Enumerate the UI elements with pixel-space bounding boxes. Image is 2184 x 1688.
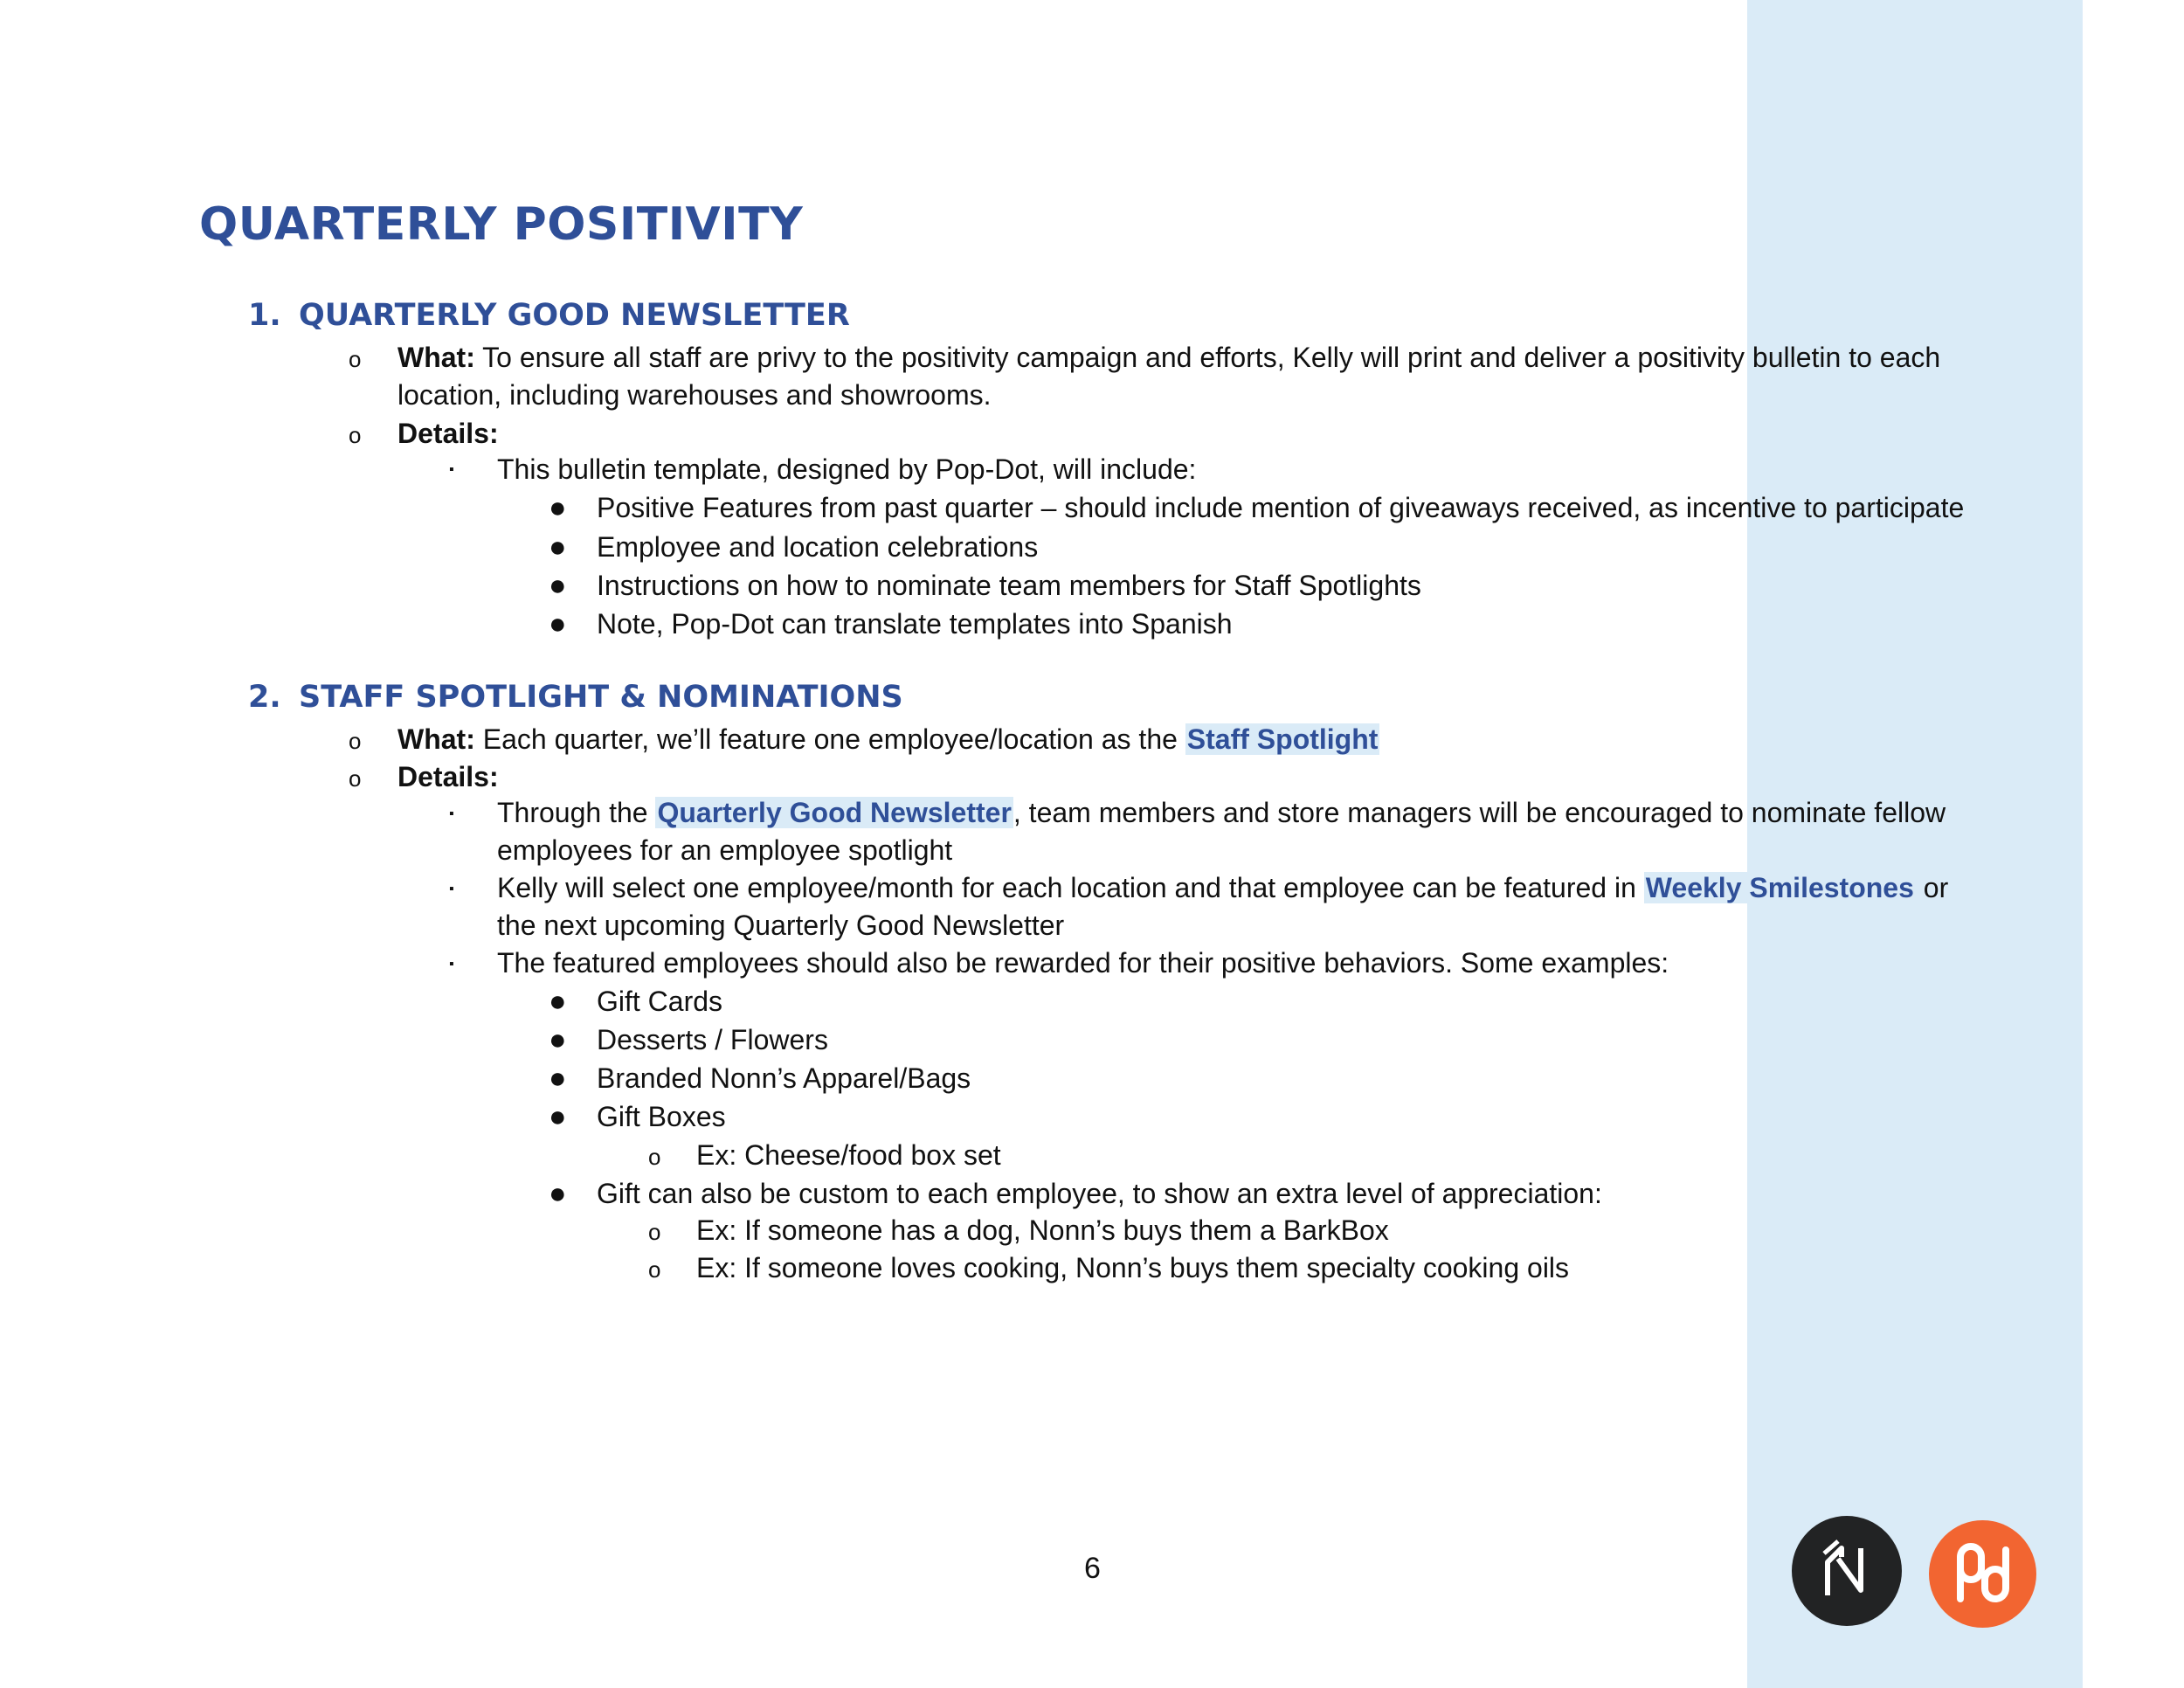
section-title: STAFF SPOTLIGHT & NOMINATIONS: [299, 680, 903, 715]
section-number: 1.: [248, 298, 281, 333]
list-item: Employee and location celebrations: [597, 531, 1039, 563]
what-label: What:: [397, 723, 475, 755]
hollow-bullet-icon: o: [349, 765, 362, 792]
detail-item: Through the Quarterly Good Newsletter, team members and store managers will be encouraged to nominate fellow: [497, 797, 1946, 828]
dot-bullet-icon: ●: [549, 1023, 567, 1056]
what-line: [397, 340, 1940, 375]
list-item: Note, Pop-Dot can translate templates into Spanish: [597, 608, 1233, 640]
square-bullet-icon: ▪: [449, 806, 454, 821]
dot-bullet-icon: ●: [549, 1062, 567, 1095]
hollow-bullet-icon: o: [349, 346, 362, 372]
sub-list-item: Ex: If someone loves cooking, Nonn’s buys them specialty cooking oils: [696, 1252, 1570, 1283]
detail-item: Kelly will select one employee/month for each location and that employee can be featured in Weekly Smilestones or: [497, 872, 1949, 903]
sub-list-item: Ex: Cheese/food box set: [696, 1139, 1001, 1171]
dot-bullet-icon: ●: [549, 1177, 567, 1210]
detail-item-continued: the next upcoming Quarterly Good Newsletter: [497, 910, 1065, 941]
list-item: Gift can also be custom to each employee, to show an extra level of appreciation:: [597, 1178, 1602, 1209]
what-text: Each quarter, we’ll feature one employee/location as the: [474, 723, 1185, 755]
detail-item: This bulletin template, designed by Pop-Dot, will include:: [497, 453, 1197, 485]
weekly-smilestones-link[interactable]: Weekly Smilestones: [1645, 872, 1914, 903]
dot-bullet-icon: ●: [549, 491, 567, 524]
list-item: Positive Features from past quarter – should include mention of giveaways received, as incentive to participate: [597, 492, 1965, 523]
dot-bullet-icon: ●: [549, 607, 567, 640]
hollow-bullet-icon: o: [648, 1219, 661, 1245]
what-text: To ensure all staff are privy to the positivity campaign and efforts, Kelly will print and deliver a positivity bulletin to each: [474, 342, 1941, 373]
square-bullet-icon: ▪: [449, 882, 454, 896]
sub-list-item: Ex: If someone has a dog, Nonn’s buys them a BarkBox: [696, 1214, 1389, 1246]
details-label: Details:: [397, 418, 499, 449]
section-number: 2.: [248, 680, 281, 715]
list-item: Gift Boxes: [597, 1101, 726, 1132]
dot-bullet-icon: ●: [549, 530, 567, 564]
detail-item: The featured employees should also be rewarded for their positive behaviors. Some examples:: [497, 947, 1669, 979]
square-bullet-icon: ▪: [449, 462, 454, 477]
square-bullet-icon: ▪: [449, 957, 454, 972]
section-heading-spotlight: [248, 680, 903, 715]
hollow-bullet-icon: o: [648, 1144, 661, 1170]
page-title: QUARTERLY POSITIVITY: [199, 198, 804, 251]
what-label: What:: [397, 342, 475, 373]
section-title: QUARTERLY GOOD NEWSLETTER: [299, 298, 850, 333]
hollow-bullet-icon: o: [349, 422, 362, 448]
details-label: Details:: [397, 761, 499, 792]
list-item: Gift Cards: [597, 986, 723, 1017]
staff-spotlight-link[interactable]: Staff Spotlight: [1186, 723, 1379, 755]
nonns-logo-icon: [1792, 1516, 1902, 1626]
dot-bullet-icon: ●: [549, 569, 567, 602]
section-heading-newsletter: [248, 298, 850, 333]
newsletter-link[interactable]: Quarterly Good Newsletter: [657, 797, 1012, 828]
page-number: 6: [1084, 1552, 1101, 1585]
what-line: [397, 722, 1379, 757]
list-item: Instructions on how to nominate team members for Staff Spotlights: [597, 570, 1421, 601]
side-band: [1747, 0, 2083, 1688]
list-item: Branded Nonn’s Apparel/Bags: [597, 1062, 971, 1094]
hollow-bullet-icon: o: [648, 1256, 661, 1283]
hollow-bullet-icon: o: [349, 728, 362, 754]
pop-dot-logo-icon: [1929, 1520, 2036, 1628]
list-item: Desserts / Flowers: [597, 1024, 828, 1055]
detail-item-continued: employees for an employee spotlight: [497, 834, 953, 866]
dot-bullet-icon: ●: [549, 985, 567, 1018]
what-text-continued: location, including warehouses and showrooms.: [397, 379, 992, 411]
dot-bullet-icon: ●: [549, 1100, 567, 1133]
